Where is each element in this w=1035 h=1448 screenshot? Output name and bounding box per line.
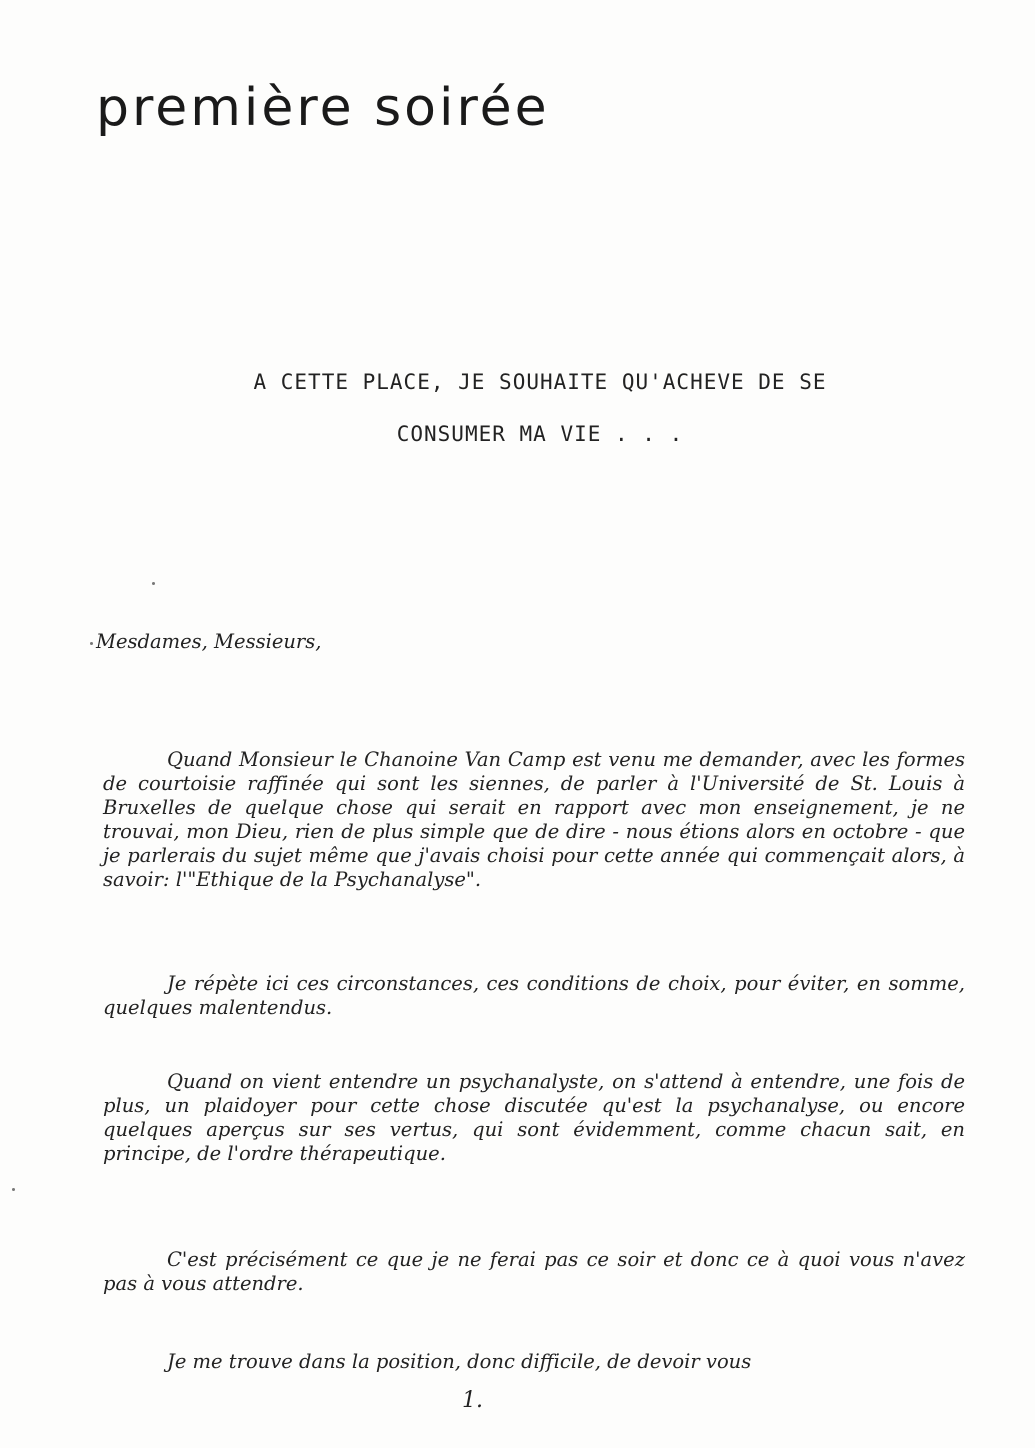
paragraph-5: Je me trouve dans la position, donc difficile, de devoir vous xyxy=(167,1349,752,1373)
scan-speck xyxy=(152,582,155,585)
scan-speck xyxy=(90,642,93,645)
scan-speck xyxy=(12,1188,15,1191)
salutation: Mesdames, Messieurs, xyxy=(96,630,322,653)
paragraph-3: Quand on vient entendre un psychanalyste, on s'attend à entendre, une fois de plus, un plaidoyer pour cette chose discutée qu'est la psychanalyse, ou encore quelques aperçus sur ses vertus, qui sont évidemment, comme chacun sait, en principe, de l'ordre thérapeutique. xyxy=(103,1069,965,1165)
paragraph-4: C'est précisément ce que je ne ferai pas ce soir et donc ce à quoi vous n'avez pas à vous attendre. xyxy=(103,1247,965,1295)
paragraph-1: Quand Monsieur le Chanoine Van Camp est venu me demander, avec les formes de courtoisie raffinée qui sont les siennes, de parler à l'Université de St. Louis à Bruxelles de quelque chose qui serait en rapport avec mon enseignement, je ne trouvai, mon Dieu, rien de plus simple que de dire - nous étions alors en octobre - que je parlerais du sujet même que j'avais choisi pour cette année qui commençait alors, à savoir: l'"Ethique de la Psychanalyse". xyxy=(103,747,965,891)
paragraph-2: Je répète ici ces circonstances, ces conditions de choix, pour éviter, en somme, quelques malentendus. xyxy=(103,971,965,1019)
page-number: 1. xyxy=(462,1388,483,1413)
page-title: première soirée xyxy=(96,78,550,138)
epigraph-line-1: A CETTE PLACE, JE SOUHAITE QU'ACHEVE DE SE xyxy=(253,370,827,394)
epigraph-line-2: CONSUMER MA VIE . . . xyxy=(396,422,684,446)
